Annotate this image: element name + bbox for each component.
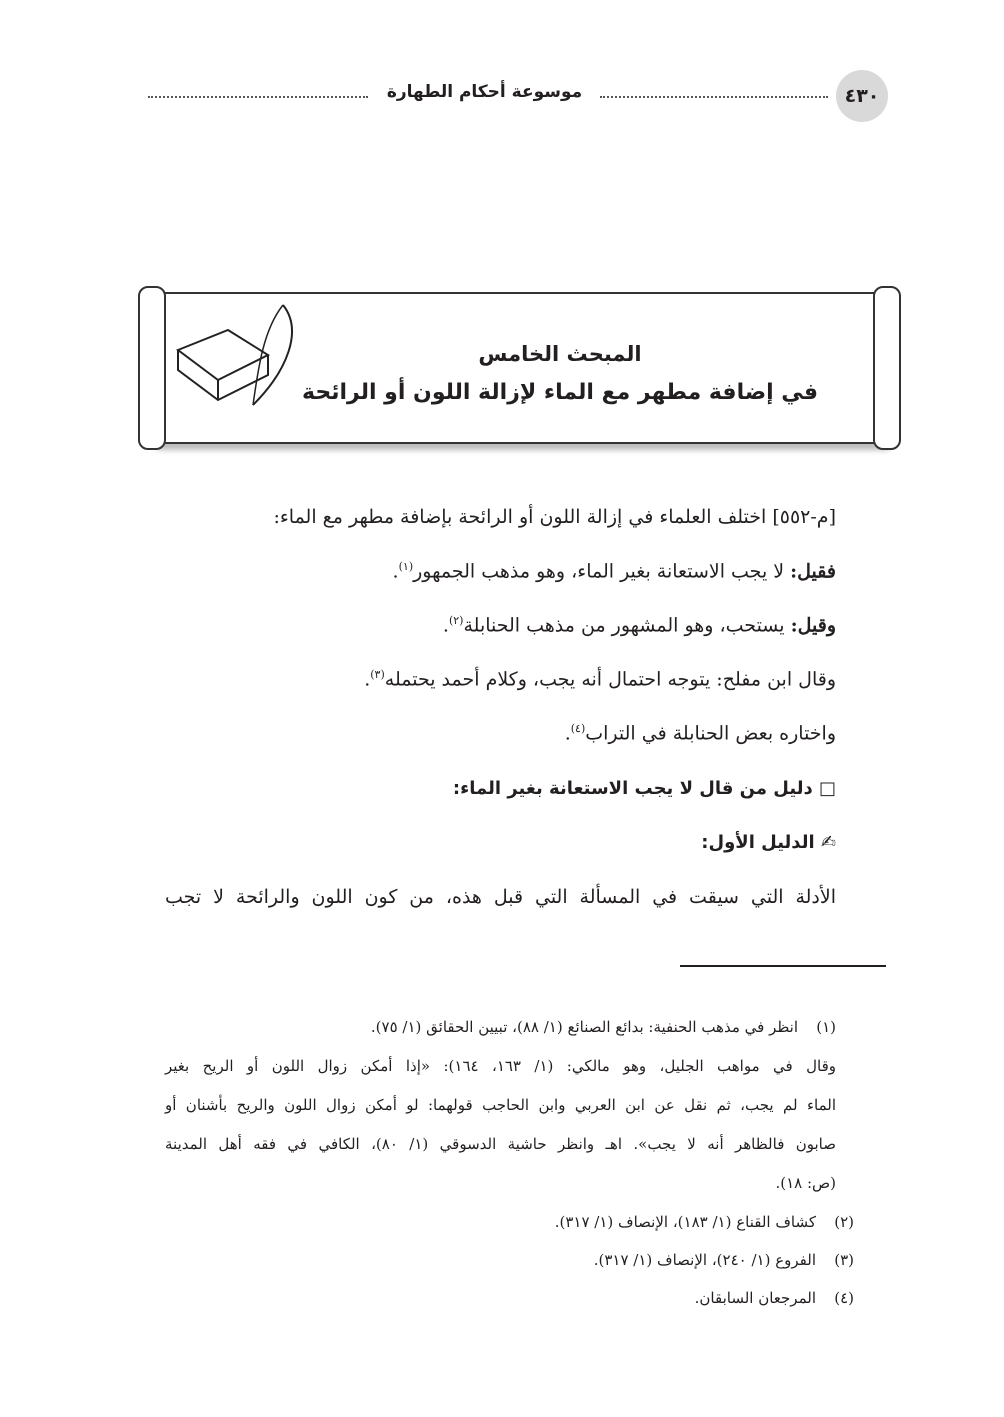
footnote-separator <box>680 965 886 967</box>
subheading <box>701 832 836 853</box>
header-dots-left <box>148 96 368 98</box>
body-line <box>443 614 836 636</box>
footnote-text: الفروع (١/ ٢٤٠)، الإنصاف (١/ ٣١٧). <box>593 1251 816 1269</box>
running-title: موسوعة أحكام الطهارة <box>386 82 583 102</box>
bold-term: فقيل: <box>790 560 836 583</box>
footnote <box>371 1018 836 1036</box>
text: وقال ابن مفلح: يتوجه احتمال أنه يجب، وكلام أحمد يحتمله <box>384 668 836 691</box>
footnote-number: (٢) <box>834 1213 854 1231</box>
footnote-ref[interactable]: (٣) <box>370 668 385 681</box>
body-line: [م-٥٥٢] اختلف العلماء في إزالة اللون أو الرائحة بإضافة مطهر مع الماء: <box>273 506 836 528</box>
header-dots-right <box>600 96 828 98</box>
book-quill-icon <box>168 300 308 415</box>
quill-icon: ✍ <box>820 832 836 853</box>
footnote <box>555 1213 854 1231</box>
bold-term: وقيل: <box>790 614 836 637</box>
subheading-text: الدليل الأول: <box>701 832 815 853</box>
footnote-continuation: وقال في مواهب الجليل، وهو مالكي: (١/ ١٦٣، ١٦٤): «إذا أمكن زوال اللون أو الريح بغير <box>165 1057 836 1075</box>
text: . <box>364 668 371 691</box>
text: يستحب، وهو المشهور من مذهب الحنابلة <box>463 614 791 637</box>
footnote-continuation: صابون فالظاهر أنه لا يجب». اهـ وانظر حاشية الدسوقي (١/ ٨٠)، الكافي في فقه أهل المدينة <box>165 1135 836 1153</box>
text: لا يجب الاستعانة بغير الماء، وهو مذهب الجمهور <box>413 560 791 583</box>
footnote-ref[interactable]: (٤) <box>570 722 586 735</box>
body-line <box>565 722 836 744</box>
footnote-number: (٤) <box>834 1289 854 1307</box>
footnote-ref[interactable]: (١) <box>398 560 414 573</box>
footnote-continuation: (ص: ١٨). <box>775 1174 836 1192</box>
footnote-number: (١) <box>816 1018 836 1036</box>
body-line: الأدلة التي سيقت في المسألة التي قبل هذه، من كون اللون والرائحة لا تجب <box>165 886 836 908</box>
body-line <box>364 668 836 690</box>
text: . <box>392 560 399 583</box>
footnote-number: (٣) <box>834 1251 854 1269</box>
checkbox-square-icon: □ <box>818 778 836 799</box>
footnote-ref[interactable]: (٢) <box>448 614 464 627</box>
footnote-text: المرجعان السابقان. <box>694 1289 816 1307</box>
footnote-text: انظر في مذهب الحنفية: بدائع الصنائع (١/ ٨٨)، تبيين الحقائق (١/ ٧٥). <box>370 1018 798 1036</box>
text: . <box>442 614 449 637</box>
text: واختاره بعض الحنابلة في التراب <box>585 722 836 745</box>
page-number: ٤٣٠ <box>836 70 888 122</box>
footnote <box>594 1251 854 1269</box>
subheading-text: دليل من قال لا يجب الاستعانة بغير الماء: <box>452 778 813 799</box>
text: . <box>564 722 571 745</box>
footnote-continuation: الماء لم يجب، ثم نقل عن ابن العربي وابن الحاجب قولهما: لو أمكن زوال اللون والريح بأشنان أو <box>165 1096 836 1114</box>
body-line <box>393 560 836 582</box>
footnote <box>695 1289 854 1307</box>
section-subtitle: في إضافة مطهر مع الماء لإزالة اللون أو الرائحة <box>302 380 818 405</box>
section-title: المبحث الخامس <box>478 342 642 366</box>
footnote-text: كشاف القناع (١/ ١٨٣)، الإنصاف (١/ ٣١٧). <box>554 1213 816 1231</box>
subheading <box>453 778 836 799</box>
